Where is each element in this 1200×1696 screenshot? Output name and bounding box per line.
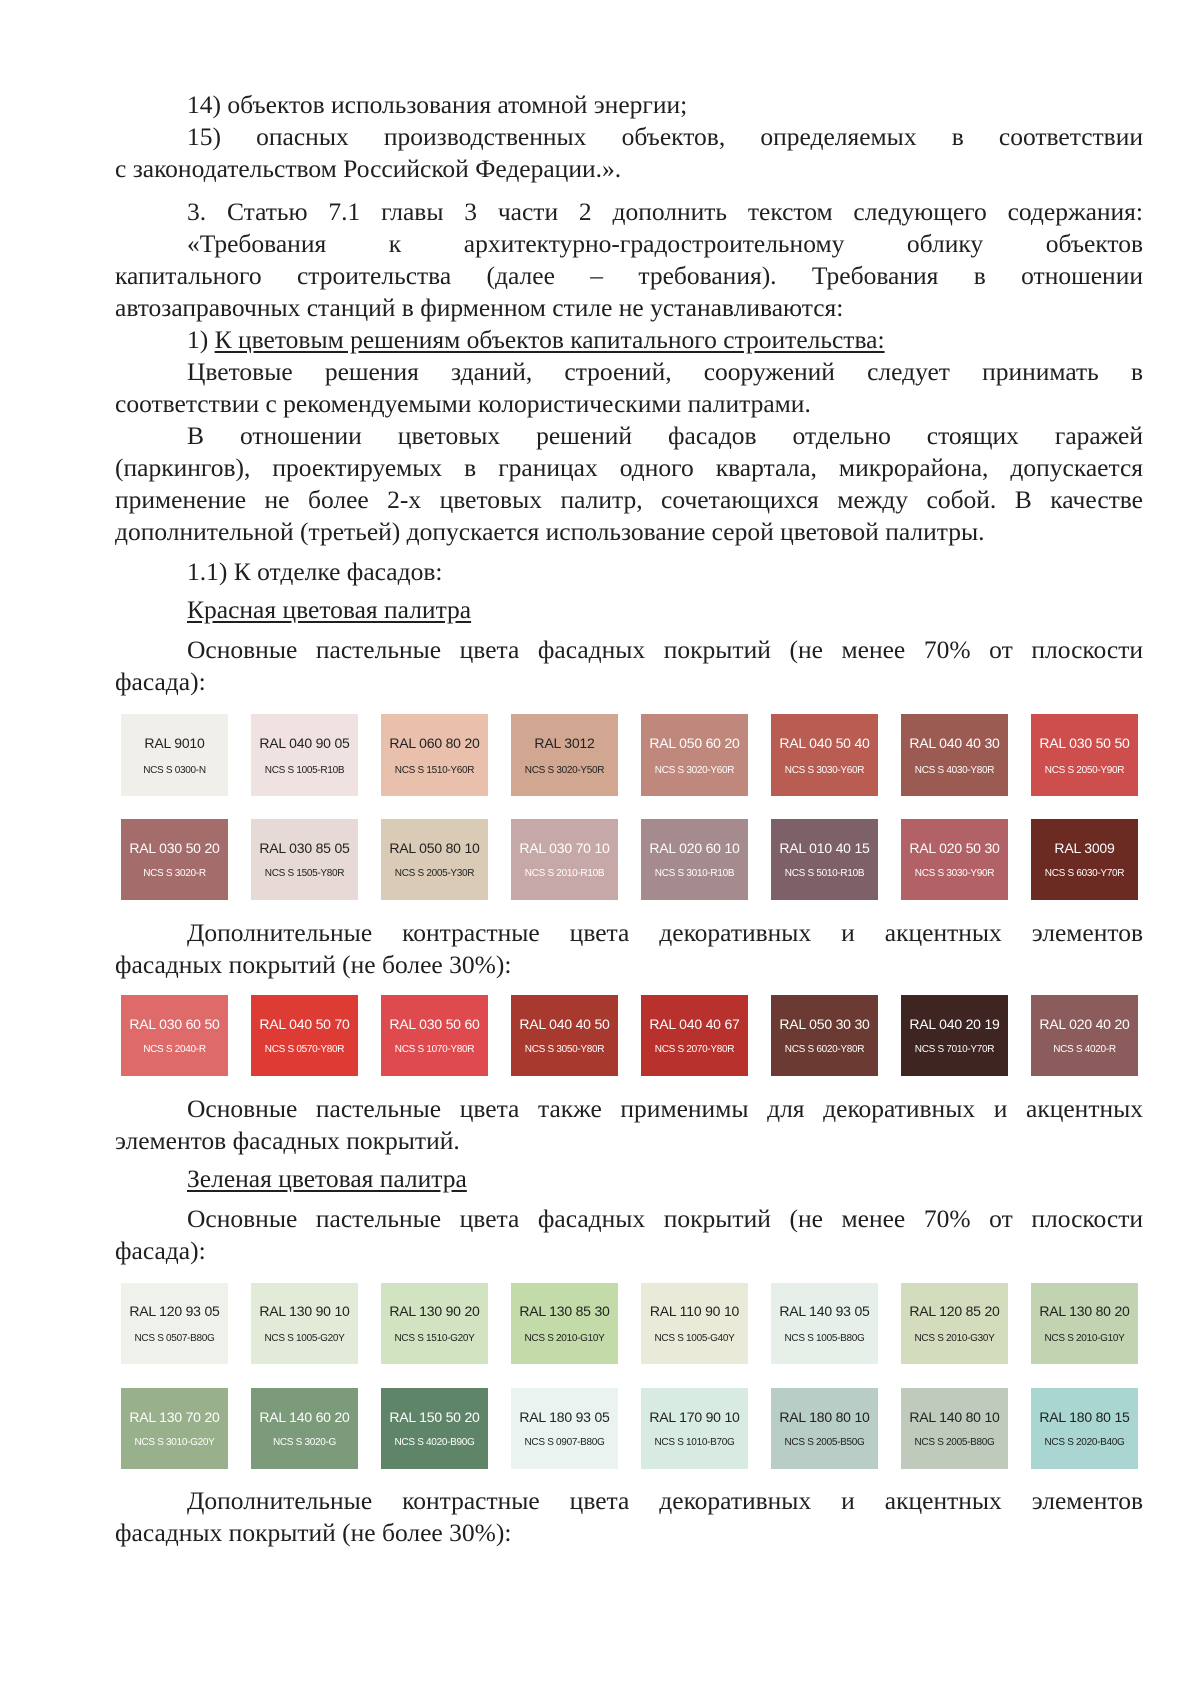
swatch-ncs-code: NCS S 2010-R10B [524, 868, 605, 879]
section-heading [187, 324, 885, 356]
swatch-ral-code: RAL 030 60 50 [129, 1016, 220, 1032]
swatch-ncs-code: NCS S 4020-B90G [394, 1437, 475, 1448]
color-swatch [121, 819, 228, 900]
swatch-ncs-code: NCS S 0907-B80G [524, 1437, 605, 1448]
swatch-ral-code: RAL 030 50 60 [389, 1016, 480, 1032]
color-swatch [511, 714, 618, 796]
swatch-ral-code: RAL 020 40 20 [1039, 1016, 1130, 1032]
paragraph-line: Основные пастельные цвета также применимы для декоративных и акцентных [187, 1094, 1143, 1123]
paragraph-line: фасада): [115, 667, 206, 696]
color-swatch [901, 995, 1008, 1076]
swatch-ncs-code: NCS S 3010-G20Y [134, 1437, 215, 1448]
color-swatch [381, 995, 488, 1076]
swatch-ral-code: RAL 030 85 05 [259, 840, 350, 856]
swatch-ral-code: RAL 140 60 20 [259, 1409, 350, 1425]
paragraph-line: с законодательством Российской Федерации.». [115, 154, 622, 183]
color-swatch [511, 819, 618, 900]
color-swatch [771, 1388, 878, 1469]
swatch-ral-code: RAL 030 50 20 [129, 840, 220, 856]
paragraph-line: соответствии с рекомендуемыми колористическими палитрами. [115, 389, 811, 418]
swatch-ral-code: RAL 130 90 10 [259, 1303, 350, 1319]
color-swatch [511, 995, 618, 1076]
swatch-ncs-code: NCS S 2040-R [143, 1044, 206, 1055]
paragraph-line: 14) объектов использования атомной энергии; [187, 90, 688, 119]
paragraph-line: фасадных покрытий (не более 30%): [115, 950, 512, 979]
color-swatch [1031, 1388, 1138, 1469]
swatch-ncs-code: NCS S 2020-B40G [1044, 1437, 1125, 1448]
paragraph-line: фасадных покрытий (не более 30%): [115, 1518, 512, 1547]
color-swatch [1031, 714, 1138, 796]
swatch-ral-code: RAL 130 80 20 [1039, 1303, 1130, 1319]
color-swatch [901, 1283, 1008, 1364]
swatch-ncs-code: NCS S 3020-Y60R [654, 764, 735, 776]
swatch-ncs-code: NCS S 1070-Y80R [394, 1044, 475, 1055]
swatch-ral-code: RAL 060 80 20 [389, 734, 480, 751]
swatch-ral-code: RAL 040 40 67 [649, 1016, 740, 1032]
color-swatch [641, 995, 748, 1076]
swatch-ral-code: RAL 140 80 10 [909, 1409, 1000, 1425]
swatch-ral-code: RAL 050 30 30 [779, 1016, 870, 1032]
swatch-ncs-code: NCS S 1005-G40Y [654, 1333, 735, 1344]
section-title: К цветовым решениям объектов капитального строительства: [214, 325, 885, 354]
green-palette-title: Зеленая цветовая палитра [187, 1164, 467, 1193]
swatch-ral-code: RAL 130 85 30 [519, 1303, 610, 1319]
swatch-ncs-code: NCS S 3050-Y80R [524, 1044, 605, 1055]
color-swatch [771, 714, 878, 796]
color-swatch [901, 714, 1008, 796]
swatch-ral-code: RAL 130 90 20 [389, 1303, 480, 1319]
swatch-ncs-code: NCS S 0507-B80G [134, 1333, 215, 1344]
paragraph-line: Дополнительные контрастные цвета декоративных и акцентных элементов [187, 918, 1143, 947]
paragraph-line: Основные пастельные цвета фасадных покрытий (не менее 70% от плоскости [187, 1204, 1143, 1233]
swatch-ncs-code: NCS S 3020-G [272, 1437, 337, 1448]
swatch-ncs-code: NCS S 2070-Y80R [654, 1044, 735, 1055]
paragraph-line: Дополнительные контрастные цвета декоративных и акцентных элементов [187, 1486, 1143, 1515]
swatch-ncs-code: NCS S 2005-B80G [914, 1437, 995, 1448]
swatch-ncs-code: NCS S 1510-G20Y [394, 1333, 475, 1344]
color-swatch [641, 1283, 748, 1364]
paragraph-line: (паркингов), проектируемых в границах одного квартала, микрорайона, допускается [115, 453, 1143, 482]
swatch-ral-code: RAL 050 60 20 [649, 734, 740, 751]
color-swatch [771, 995, 878, 1076]
color-swatch [121, 714, 228, 796]
color-swatch [1031, 1283, 1138, 1364]
swatch-ncs-code: NCS S 5010-R10B [784, 868, 865, 879]
paragraph-line: Цветовые решения зданий, строений, сооружений следует принимать в [187, 357, 1143, 386]
swatch-ncs-code: NCS S 1510-Y60R [394, 764, 475, 776]
section-number: 1) [187, 325, 209, 354]
swatch-ncs-code: NCS S 1005-R10B [264, 764, 345, 776]
swatch-ncs-code: NCS S 1010-B70G [654, 1437, 735, 1448]
swatch-ral-code: RAL 030 70 10 [519, 840, 610, 856]
color-swatch [771, 819, 878, 900]
swatch-ncs-code: NCS S 3020-Y50R [524, 764, 605, 776]
swatch-ncs-code: NCS S 3010-R10B [654, 868, 735, 879]
swatch-ncs-code: NCS S 4020-R [1053, 1044, 1116, 1055]
swatch-ral-code: RAL 020 60 10 [649, 840, 740, 856]
paragraph-line: дополнительной (третьей) допускается использование серой цветовой палитры. [115, 517, 985, 546]
swatch-ncs-code: NCS S 1005-G20Y [264, 1333, 345, 1344]
swatch-ncs-code: NCS S 2050-Y90R [1044, 764, 1125, 776]
color-swatch [641, 819, 748, 900]
swatch-ncs-code: NCS S 3020-R [143, 868, 206, 879]
swatch-ral-code: RAL 140 93 05 [779, 1303, 870, 1319]
swatch-ral-code: RAL 020 50 30 [909, 840, 1000, 856]
swatch-ncs-code: NCS S 2005-B50G [784, 1437, 865, 1448]
color-swatch [381, 714, 488, 796]
color-swatch [251, 1388, 358, 1469]
swatch-ncs-code: NCS S 2005-Y30R [394, 868, 475, 879]
swatch-ral-code: RAL 180 80 15 [1039, 1409, 1130, 1425]
swatch-ral-code: RAL 3009 [1054, 840, 1115, 856]
swatch-ncs-code: NCS S 1005-B80G [784, 1333, 865, 1344]
paragraph-line: автозаправочных станций в фирменном стиле не устанавливаются: [115, 293, 844, 322]
swatch-ncs-code: NCS S 6020-Y80R [784, 1044, 865, 1055]
color-swatch [641, 714, 748, 796]
paragraph-line: 15) опасных производственных объектов, определяемых в соответствии [187, 122, 1143, 151]
color-swatch [381, 1388, 488, 1469]
color-swatch [901, 1388, 1008, 1469]
color-swatch [641, 1388, 748, 1469]
swatch-ral-code: RAL 040 90 05 [259, 734, 350, 751]
color-swatch [771, 1283, 878, 1364]
swatch-ncs-code: NCS S 3030-Y90R [914, 868, 995, 879]
swatch-ral-code: RAL 9010 [144, 734, 205, 751]
swatch-ral-code: RAL 180 93 05 [519, 1409, 610, 1425]
swatch-ral-code: RAL 040 40 50 [519, 1016, 610, 1032]
color-swatch [121, 1388, 228, 1469]
swatch-ral-code: RAL 3012 [534, 734, 595, 751]
swatch-ncs-code: NCS S 6030-Y70R [1044, 868, 1125, 879]
color-swatch [251, 714, 358, 796]
red-palette-title: Красная цветовая палитра [187, 595, 472, 624]
swatch-ral-code: RAL 040 50 40 [779, 734, 870, 751]
swatch-ral-code: RAL 010 40 15 [779, 840, 870, 856]
swatch-ncs-code: NCS S 1505-Y80R [264, 868, 345, 879]
color-swatch [251, 1283, 358, 1364]
paragraph-line: капитального строительства (далее – требования). Требования в отношении [115, 261, 1143, 290]
swatch-ncs-code: NCS S 2010-G10Y [1044, 1333, 1125, 1344]
swatch-ncs-code: NCS S 3030-Y60R [784, 764, 865, 776]
swatch-ncs-code: NCS S 4030-Y80R [914, 764, 995, 776]
swatch-ral-code: RAL 040 20 19 [909, 1016, 1000, 1032]
swatch-ncs-code: NCS S 2010-G30Y [914, 1333, 995, 1344]
color-swatch [251, 995, 358, 1076]
swatch-ral-code: RAL 110 90 10 [649, 1303, 740, 1319]
color-swatch [381, 1283, 488, 1364]
color-swatch [381, 819, 488, 900]
swatch-ral-code: RAL 120 93 05 [129, 1303, 220, 1319]
paragraph-line: элементов фасадных покрытий. [115, 1126, 460, 1155]
paragraph-line: В отношении цветовых решений фасадов отдельно стоящих гаражей [187, 421, 1143, 450]
swatch-ral-code: RAL 150 50 20 [389, 1409, 480, 1425]
swatch-ncs-code: NCS S 0570-Y80R [264, 1044, 345, 1055]
swatch-ral-code: RAL 050 80 10 [389, 840, 480, 856]
swatch-ncs-code: NCS S 2010-G10Y [524, 1333, 605, 1344]
color-swatch [121, 995, 228, 1076]
swatch-ral-code: RAL 180 80 10 [779, 1409, 870, 1425]
swatch-ral-code: RAL 040 50 70 [259, 1016, 350, 1032]
color-swatch [121, 1283, 228, 1364]
paragraph-line: Основные пастельные цвета фасадных покрытий (не менее 70% от плоскости [187, 635, 1143, 664]
swatch-ral-code: RAL 170 90 10 [649, 1409, 740, 1425]
color-swatch [901, 819, 1008, 900]
swatch-ral-code: RAL 120 85 20 [909, 1303, 1000, 1319]
color-swatch [511, 1283, 618, 1364]
color-swatch [1031, 995, 1138, 1076]
paragraph-line: фасада): [115, 1236, 206, 1265]
color-swatch [511, 1388, 618, 1469]
paragraph-line: 3. Статью 7.1 главы 3 части 2 дополнить текстом следующего содержания: [187, 197, 1143, 226]
color-swatch [251, 819, 358, 900]
swatch-ral-code: RAL 030 50 50 [1039, 734, 1130, 751]
swatch-ncs-code: NCS S 0300-N [143, 764, 206, 776]
color-swatch [1031, 819, 1138, 900]
swatch-ral-code: RAL 130 70 20 [129, 1409, 220, 1425]
swatch-ral-code: RAL 040 40 30 [909, 734, 1000, 751]
swatch-ncs-code: NCS S 7010-Y70R [914, 1044, 995, 1055]
paragraph-line: «Требования к архитектурно-градостроительному облику объектов [187, 229, 1143, 258]
paragraph-line: 1.1) К отделке фасадов: [187, 557, 443, 586]
paragraph-line: применение не более 2-х цветовых палитр, сочетающихся между собой. В качестве [115, 485, 1143, 514]
